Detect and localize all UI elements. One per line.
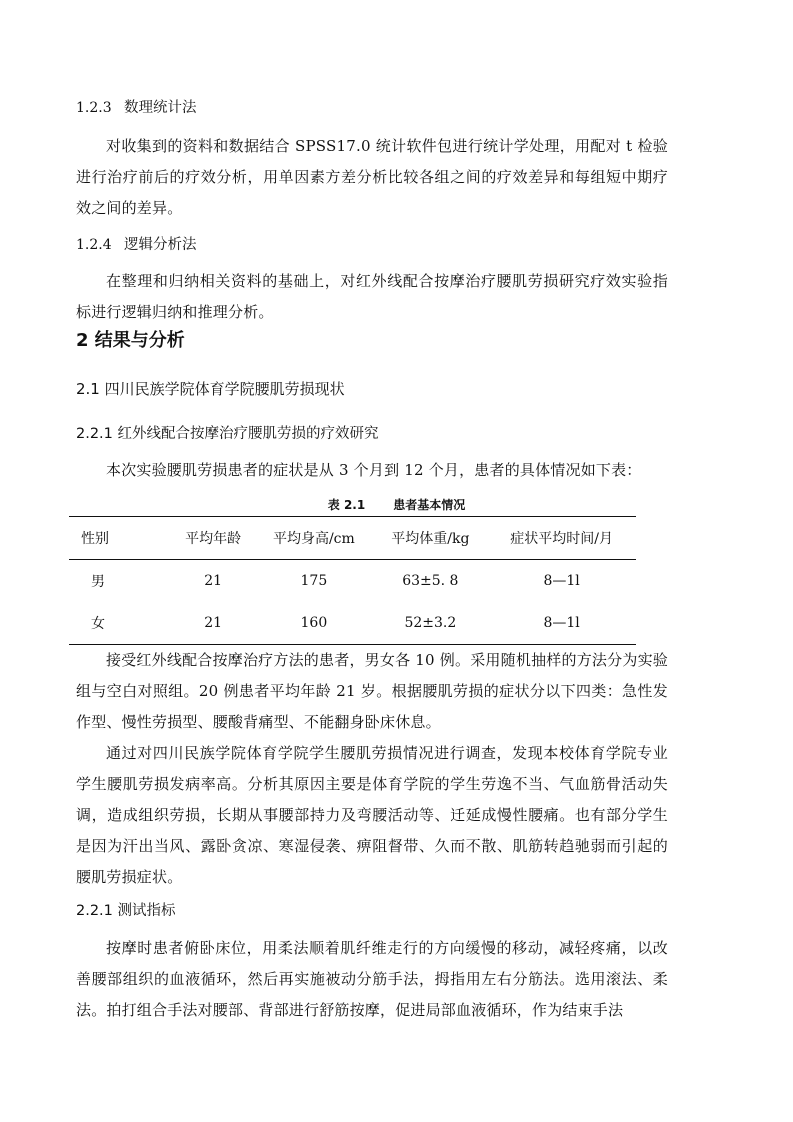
cell-weight: 63±5. 8 [402, 573, 459, 589]
paragraph-massage: 按摩时患者俯卧床位，用柔法顺着肌纤维走行的方向缓慢的移动，减轻疼痛，以改善腰部组织的血液循环，然后再实施被动分筋手法，拇指用左右分筋法。选用滚法、柔法。拍打组合手法对腰部、背部进行舒筋按摩，促进局部血液循环，作为结束手法 [76, 939, 668, 1019]
chapter-heading: 2 结果与分析 [76, 330, 185, 351]
section-heading-1-2-3 [76, 96, 197, 117]
patient-table [69, 516, 636, 645]
section-heading-test-index: 2.2.1 测试指标 [76, 903, 176, 919]
section-title: 逻辑分析法 [124, 237, 197, 253]
cell-gender: 男 [91, 574, 105, 590]
header-age: 平均年龄 [172, 517, 254, 560]
section-number: 1.2.4 [76, 237, 112, 253]
paragraph-patients: 接受红外线配合按摩治疗方法的患者，男女各 10 例。采用随机抽样的方法分为实验组与空白对照组。20 例患者平均年龄 21 岁。根据腰肌劳损的症状分以下四类：急性发作型、慢性劳损型、腰酸背痛型、不能翻身卧床休息。 [76, 651, 668, 731]
table-caption-label: 表 2.1 [327, 498, 366, 512]
cell-age: 21 [172, 602, 254, 645]
cell-duration: 8—1l [543, 573, 580, 589]
paragraph-table-intro: 本次实验腰肌劳损患者的症状是从 3 个月到 12 个月，患者的具体情况如下表： [106, 461, 642, 479]
table-header-row [69, 517, 636, 560]
table-caption [0, 496, 793, 513]
cell-height: 160 [254, 602, 373, 645]
header-duration: 症状平均时间/月 [487, 517, 636, 560]
table-caption-title: 患者基本情况 [393, 498, 466, 512]
cell-age: 21 [204, 573, 223, 589]
cell-gender: 女 [69, 602, 172, 645]
section-number: 1.2.3 [76, 100, 112, 116]
header-weight: 平均体重/kg [373, 517, 487, 560]
section-title: 数理统计法 [124, 100, 197, 116]
section-heading-2-1: 2.1 四川民族学院体育学院腰肌劳损现状 [76, 380, 345, 398]
cell-height: 175 [300, 573, 328, 589]
table-row [69, 602, 636, 645]
section-heading-2-2-1: 2.2.1 红外线配合按摩治疗腰肌劳损的疗效研究 [76, 426, 379, 442]
paragraph-statistics: 对收集到的资料和数据结合 SPSS17.0 统计软件包进行统计学处理，用配对 t 检验进行治疗前后的疗效分析，用单因素方差分析比较各组之间的疗效差异和每组短中期疗效之间的差异。 [76, 137, 668, 217]
header-gender: 性别 [69, 517, 172, 560]
cell-weight: 52±3.2 [373, 602, 487, 645]
section-heading-1-2-4 [76, 233, 197, 254]
table-row [69, 560, 636, 603]
paragraph-investigation: 通过对四川民族学院体育学院学生腰肌劳损情况进行调查，发现本校体育学院专业学生腰肌劳损发病率高。分析其原因主要是体育学院的学生劳逸不当、气血筋骨活动失调，造成组织劳损，长期从事腰部持力及弯腰活动等、迁延成慢性腰痛。也有部分学生是因为汗出当风、露卧贪凉、寒湿侵袭、痹阻督带、久而不散、肌筋转趋驰弱而引起的腰肌劳损症状。 [76, 744, 668, 886]
header-height: 平均身高/cm [254, 517, 373, 560]
cell-duration: 8—1l [487, 602, 636, 645]
paragraph-logic-analysis: 在整理和归纳相关资料的基础上，对红外线配合按摩治疗腰肌劳损研究疗效实验指标进行逻辑归纳和推理分析。 [76, 272, 668, 321]
